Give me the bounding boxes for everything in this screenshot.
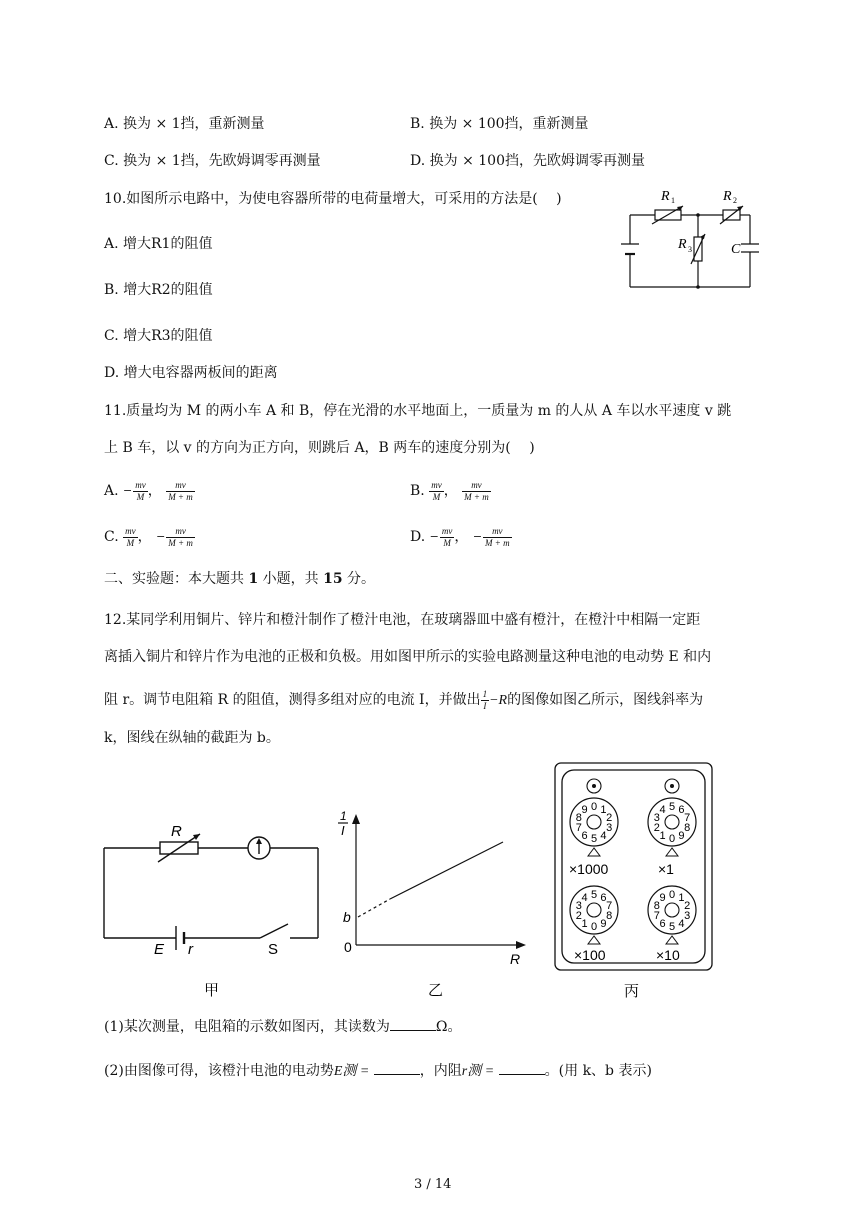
- figure-yi-graph: [330, 802, 535, 1002]
- q10-option-a: A. 增大R1的阻值: [104, 236, 213, 252]
- q10-option-d: D. 增大电容器两板间的距离: [104, 365, 278, 381]
- dial-digit: 0: [668, 889, 676, 901]
- answer-blank-internal-resistance[interactable]: [499, 1060, 545, 1075]
- dial-digit: 5: [668, 921, 676, 933]
- q10-option-c: C. 增大R3的阻值: [104, 328, 213, 344]
- dial-digit: 7: [653, 909, 660, 922]
- ylabel-den: I: [341, 823, 345, 838]
- label-r-internal: r: [188, 941, 193, 958]
- dial-digit: 9: [581, 804, 588, 817]
- label-r3: R: [678, 237, 687, 252]
- dial-label-x10: ×10: [656, 947, 680, 963]
- dial-digit: 3: [575, 900, 582, 913]
- page-number: 3 / 14: [414, 1177, 452, 1192]
- q10-stem: 10.如图所示电路中，为使电容器所带的电荷量增大，可采用的方法是( ): [104, 191, 562, 207]
- dial-digit: 8: [653, 900, 660, 913]
- dial-digit: 8: [606, 909, 613, 922]
- label-r2: R: [723, 189, 732, 204]
- label-s: S: [268, 941, 279, 958]
- dial-digit: 4: [678, 917, 685, 930]
- origin-label: 0: [344, 939, 352, 955]
- q12-line1: 12.某同学利用铜片、锌片和橙汁制作了橙汁电池，在玻璃器皿中盛有橙汁，在橙汁中相隔一定距: [104, 612, 701, 628]
- q12-sub2: (2)由图像可得，该橙汁电池的电动势E测 = ，内阻r测 = 。(用 k、b 表示): [104, 1060, 652, 1081]
- q11-option-b: B. $\frac{mv}{M}$ ， $\frac{mv}{M + m}$: [410, 479, 489, 502]
- dial-digit: 3: [653, 812, 660, 825]
- svg-text:3: 3: [688, 245, 692, 254]
- dial-digit: 7: [606, 900, 613, 913]
- svg-text:2: 2: [733, 196, 737, 205]
- caption-bing: 丙: [624, 983, 640, 1000]
- dial-digit: 3: [684, 909, 691, 922]
- dial-digit: 1: [581, 917, 588, 930]
- dial-digit: 5: [668, 801, 676, 813]
- dial-digit: 6: [659, 917, 666, 930]
- dial-digit: 0: [590, 801, 598, 813]
- dial-digit: 2: [606, 812, 613, 825]
- dial-digit: 2: [653, 821, 660, 834]
- dial-digit: 1: [600, 804, 607, 817]
- dial-label-x1: ×1: [658, 861, 674, 877]
- q12-line3: 阻 r。调节电阻箱 R 的阻值，测得多组对应的电流 I，并做出 $\frac{1}{I}$ −R的图像如图乙所示，图线斜率为: [104, 688, 704, 711]
- dial-digit: 2: [684, 900, 691, 913]
- dial-digit: 8: [575, 812, 582, 825]
- q9-option-d: D. 换为 × 100挡，先欧姆调零再测量: [410, 153, 645, 169]
- dial-digit: 4: [659, 804, 666, 817]
- q12-line2: 离插入铜片和锌片作为电池的正极和负极。用如图甲所示的实验电路测量这种电池的电动势 E 和内: [104, 649, 712, 665]
- q10-circuit-diagram: [615, 180, 775, 295]
- q12-line4: k，图线在纵轴的截距为 b。: [104, 730, 280, 746]
- q9-option-a: A. 换为 × 1挡，重新测量: [104, 116, 265, 132]
- dial-digit: 1: [659, 829, 666, 842]
- dial-digit: 9: [678, 829, 685, 842]
- label-c: C: [731, 242, 741, 257]
- dial-digit: 7: [575, 821, 582, 834]
- dial-digit: 4: [581, 892, 588, 905]
- ylabel-num: 1: [340, 809, 347, 823]
- dial-label-x1000: ×1000: [569, 861, 609, 877]
- dial-digit: 0: [590, 921, 598, 933]
- svg-text:1: 1: [671, 196, 675, 205]
- dial-digit: 3: [606, 821, 613, 834]
- q11-option-c: C. $\frac{mv}{M}$ ， − $\frac{mv}{M + m}$: [104, 525, 193, 548]
- caption-jia: 甲: [204, 982, 220, 999]
- answer-blank-reading[interactable]: [390, 1016, 436, 1031]
- dial-digit: 8: [684, 821, 691, 834]
- figure-bing-resistance-box: [552, 760, 717, 1005]
- dial-digit: 2: [575, 909, 582, 922]
- dial-digit: 0: [668, 833, 676, 845]
- dial-digit: 7: [684, 812, 691, 825]
- q12-sub1: (1)某次测量，电阻箱的示数如图丙，其读数为 Ω。: [104, 1016, 461, 1036]
- label-r1: R: [661, 189, 670, 204]
- dial-digit: 4: [600, 829, 607, 842]
- section-heading: 二、实验题：本大题共 1 小题，共 15 分。: [104, 571, 376, 587]
- q11-option-d: D. − $\frac{mv}{M}$ ， − $\frac{mv}{M + m}$: [410, 525, 510, 548]
- dial-digit: 5: [590, 833, 598, 845]
- caption-yi: 乙: [428, 982, 444, 999]
- figure-jia-circuit: [96, 820, 331, 1005]
- label-e: E: [154, 941, 165, 958]
- dial-digit: 1: [678, 892, 685, 905]
- q9-option-b: B. 换为 × 100挡，重新测量: [410, 116, 589, 132]
- answer-blank-emf[interactable]: [374, 1060, 420, 1075]
- dial-digit: 9: [600, 917, 607, 930]
- dial-digit: 6: [678, 804, 685, 817]
- dial-digit: 6: [600, 892, 607, 905]
- q11-stem-line1: 11.质量均为 M 的两小车 A 和 B，停在光滑的水平地面上，一质量为 m 的人从 A 车以水平速度 v 跳: [104, 403, 732, 419]
- q10-option-b: B. 增大R2的阻值: [104, 282, 213, 298]
- dial-digit: 5: [590, 889, 598, 901]
- q9-option-c: C. 换为 × 1挡，先欧姆调零再测量: [104, 153, 321, 169]
- q11-stem-line2: 上 B 车，以 v 的方向为正方向，则跳后 A，B 两车的速度分别为( ): [104, 440, 535, 456]
- dial-digit: 9: [659, 892, 666, 905]
- q11-option-a: A. − $\frac{mv}{M}$ ， $\frac{mv}{M + m}$: [104, 479, 193, 502]
- label-r: R: [171, 823, 182, 840]
- dial-label-x100: ×100: [574, 947, 606, 963]
- xlabel: R: [510, 951, 521, 967]
- label-b: b: [343, 909, 351, 925]
- dial-digit: 6: [581, 829, 588, 842]
